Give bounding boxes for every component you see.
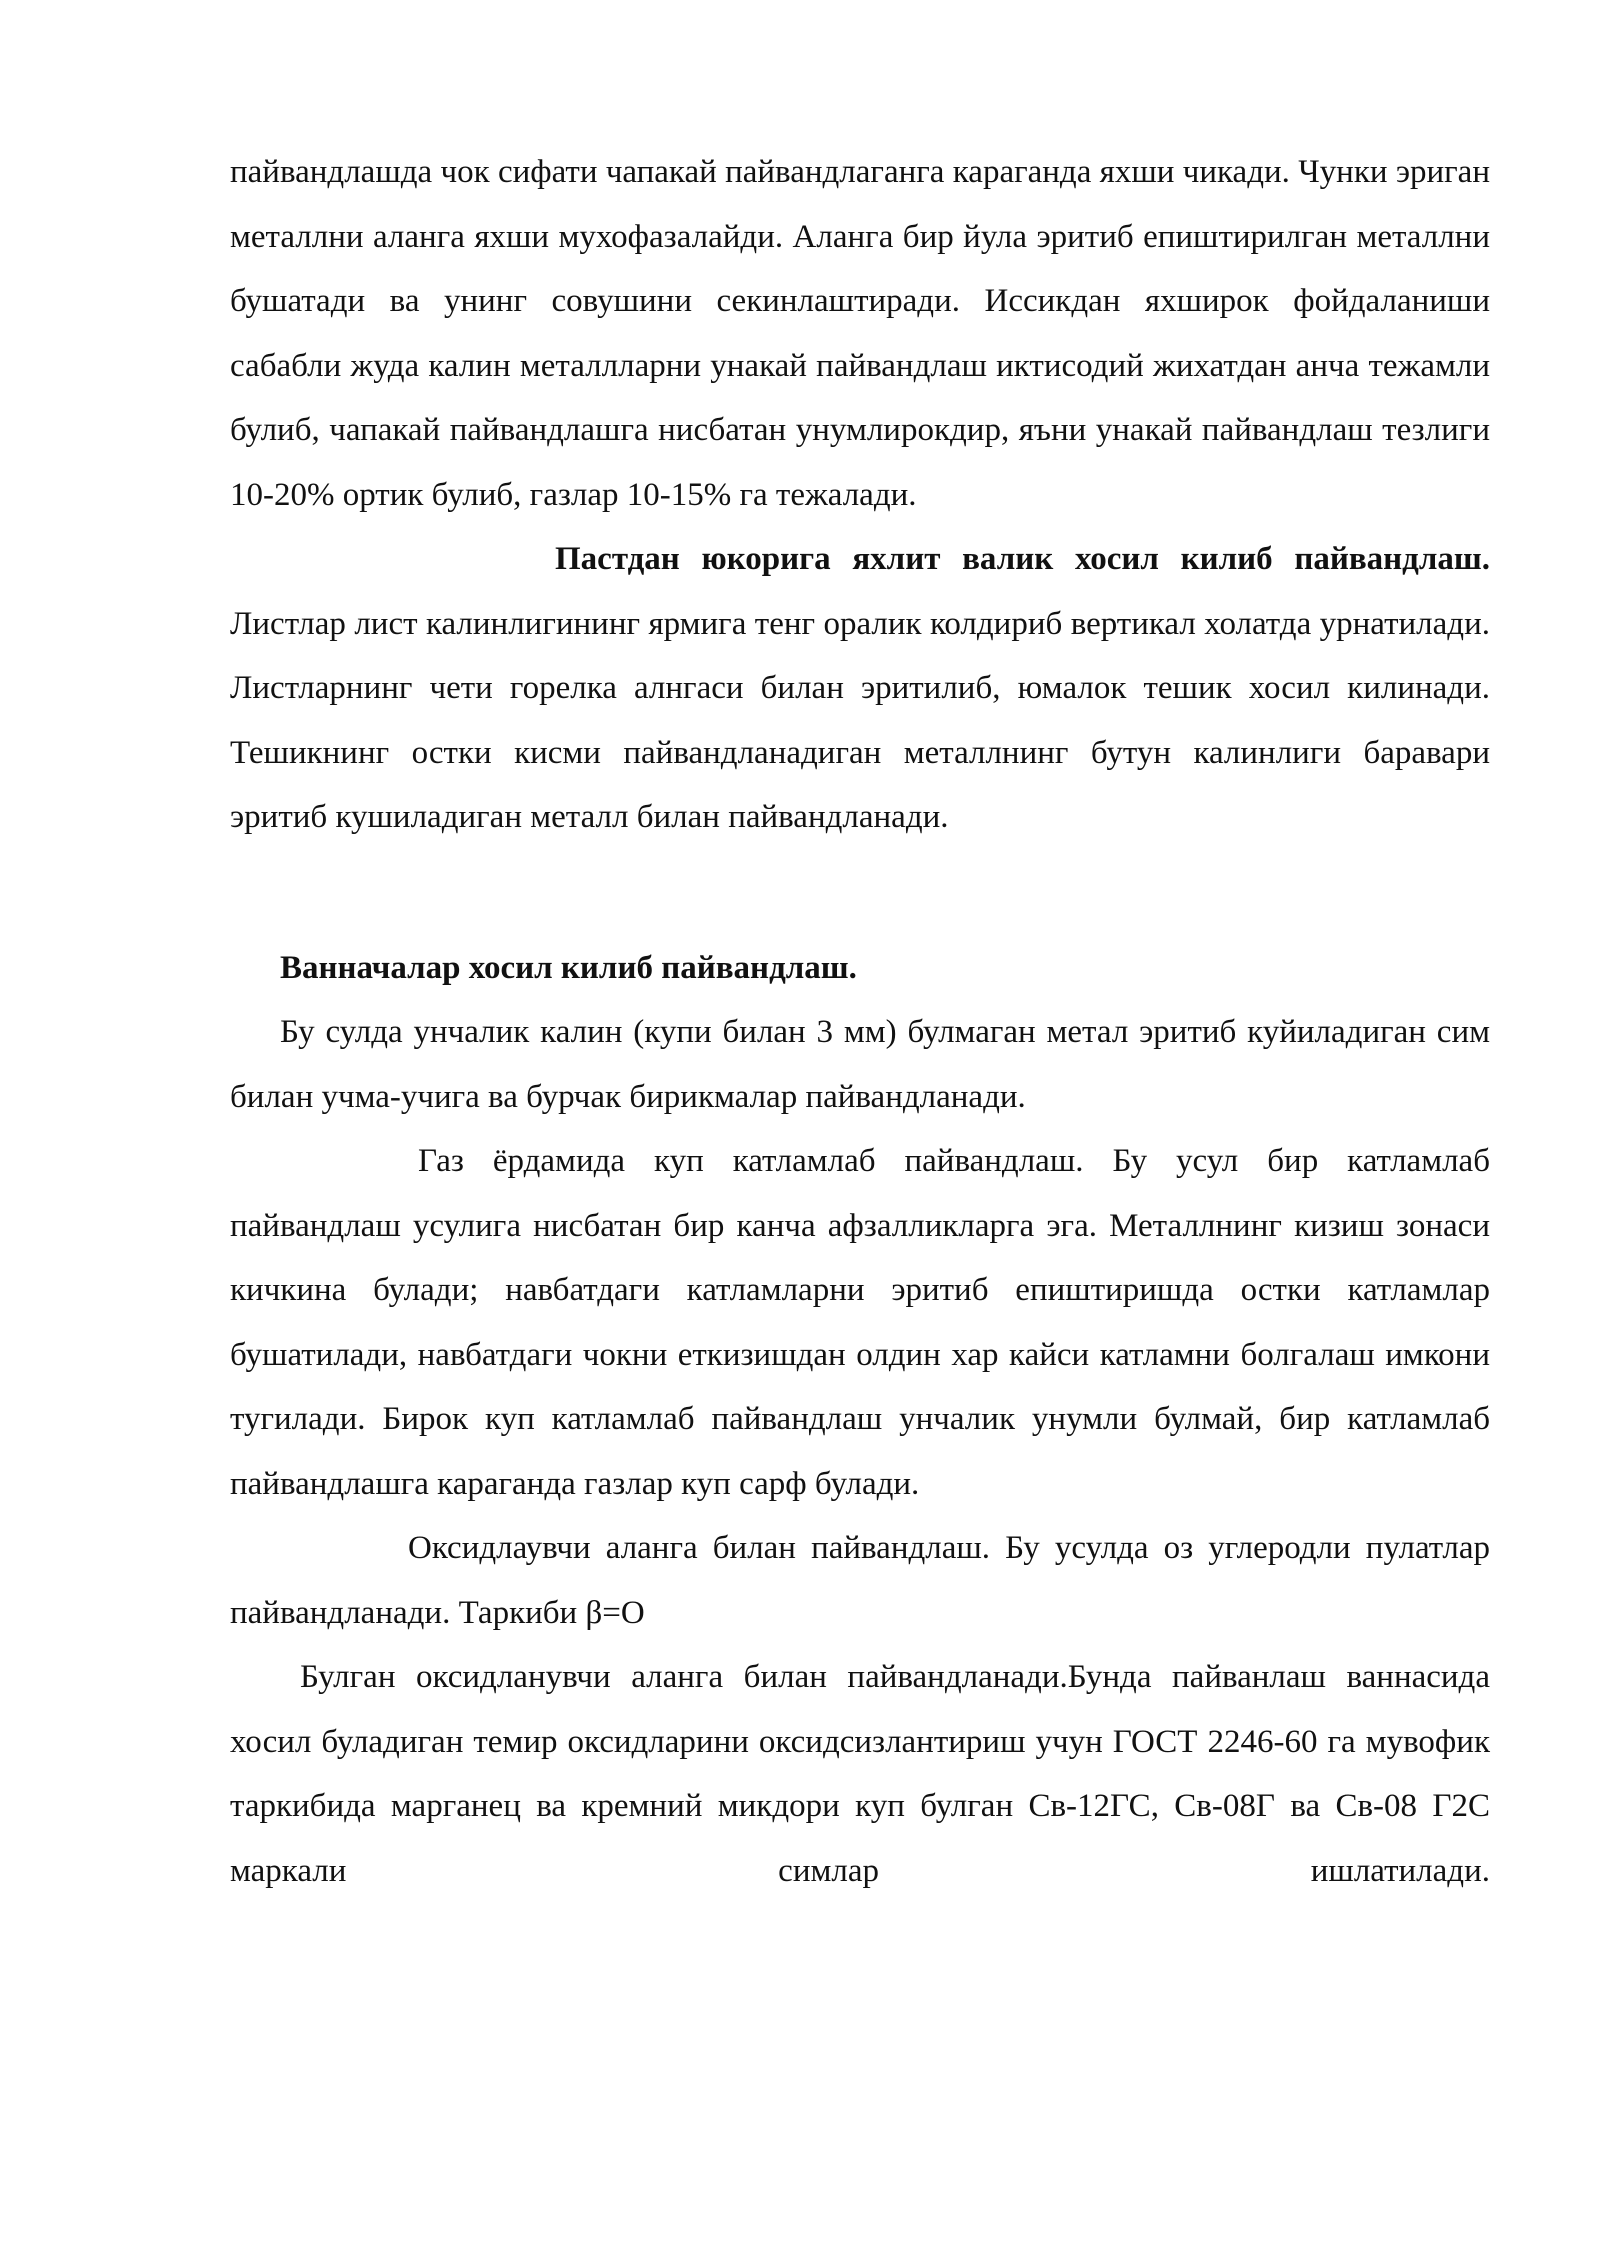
paragraph-oxidizing-flame-welding: Оксидлаувчи аланга билан пайвандлаш. Бу усулда оз углеродли пулатлар пайвандланади. Таркиби β=O xyxy=(230,1530,1490,1631)
section-heading-puddle-welding: Ванначалар хосил килиб пайвандлаш. xyxy=(280,949,857,986)
paragraph-gas-welding-right-method: пайвандлашда чок сифати чапакай пайвандлаганга караганда яхши чикади. Чунки эриган металлни аланга яхши мухофазалайди. Аланга бир йула эритиб епиштирилган металлни бушатади ва унинг совушини секинлаштиради. Иссикдан яхширок фойдаланиши сабабли жуда калин металлларни унакай пайвандлаш иктисодий жихатдан анча тежамли булиб, чапакай пайвандлашга нисбатан унумлирокдир, яъни унакай пайвандлаш тезлиги 10-20% ортик булиб, газлар 10-15% га тежалади. xyxy=(230,154,1490,513)
section-text-bottom-up-welding: Листлар лист калинлигининг ярмига тенг оралик колдириб вертикал холатда урнатилади. Листларнинг чети горелка алнгаси билан эритилиб, юмалок тешик хосил килинади. Тешикнинг остки кисми пайвандланадиган металлнинг бутун калинлиги баравари эритиб кушиладиган металл билан пайвандланади. xyxy=(230,605,1490,835)
paragraph-puddle-welding: Бу сулда унчалик калин (купи билан 3 мм) булмаган метал эритиб куйиладиган сим билан учма-учига ва бурчак бирикмалар пайвандланади. xyxy=(230,1014,1490,1115)
paragraph-bottom-up-welding xyxy=(230,527,1490,850)
paragraph-wire-grades: Булган оксидланувчи аланга билан пайвандланади.Бунда пайванлаш ваннасида хосил буладиган темир оксидларини оксидсизлантириш учун ГОСТ 2246-60 га мувофик таркибида марганец ва кремний микдори куп булган Св-12ГС, Св-08Г ва Св-08 Г2С маркали симлар ишлатилади. xyxy=(230,1659,1490,1889)
paragraph-multilayer-welding: Газ ёрдамида куп катламлаб пайвандлаш. Бу усул бир катламлаб пайвандлаш усулига нисбатан бир канча афзалликларга эга. Металлнинг кизиш зонаси кичкина булади; навбатдаги катламларни эритиб епиштиришда остки катламлар бушатилади, навбатдаги чокни еткизишдан олдин хар кайси катламни болгалаш имкони тугилади. Бирок куп катламлаб пайвандлаш унчалик унумли булмай, бир катламлаб пайвандлашга караганда газлар куп сарф булади. xyxy=(230,1143,1490,1502)
paragraph-spacer xyxy=(230,850,1490,936)
section-heading-bottom-up-welding: Пастдан юкорига яхлит валик хосил килиб пайвандлаш. xyxy=(555,541,1490,577)
document-page xyxy=(230,140,1490,1903)
